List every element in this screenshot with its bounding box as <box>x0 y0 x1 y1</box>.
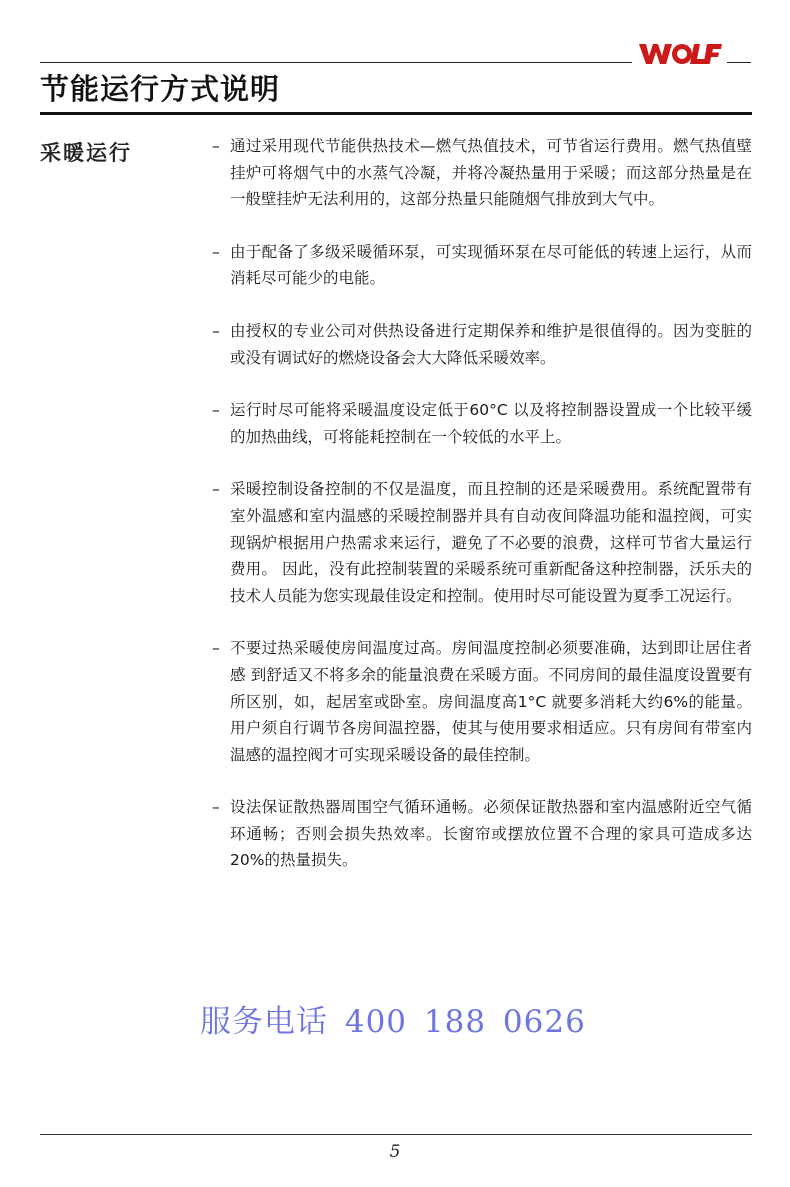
header-rule-left <box>40 62 632 63</box>
paragraph <box>212 794 752 874</box>
paragraph-text: 不要过热采暖使房间温度过高。房间温度控制必须要准确，达到即让居住者感 到舒适又不将多余的能量浪费在采暖方面。不同房间的最佳温度设置要有所区别，如，起居室或卧室。房间温度高1°C 就要多消耗大约6%的能量。用户须自行调节各房间温控器，使其与使用要求相适应。只有房间有带室内温感的温控阀才可实现采暖设备的最佳控制。 <box>230 639 752 764</box>
service-hotline: 服务电话 400 188 0626 <box>200 1004 586 1040</box>
paragraph <box>212 476 752 609</box>
header-rule-right <box>727 62 751 63</box>
paragraph <box>212 397 752 450</box>
paragraph <box>212 318 752 371</box>
dash-marker: – <box>212 480 220 499</box>
paragraph-text: 由于配备了多级采暖循环泵，可实现循环泵在尽可能低的转速上运行，从而消耗尽可能少的电能。 <box>230 242 752 288</box>
section-content <box>212 133 752 900</box>
paragraph <box>212 133 752 213</box>
dash-marker: – <box>212 798 220 817</box>
section-title: 采暖运行 <box>40 141 132 165</box>
dash-marker: – <box>212 137 220 155</box>
paragraph-text: 采暖控制设备控制的不仅是温度，而且控制的还是采暖费用。系统配置带有室外温感和室内温感的采暖控制器并具有自动夜间降温功能和温控阀，可实现锅炉根据用户热需求来运行，避免了不必要的浪费，这样可节省大量运行费用。 因此，没有此控制装置的采暖系统可重新配备这种控制器，沃乐夫的技术人员能为您实现最佳设定和控制。使用时尽可能设置为夏季工况运行。 <box>230 480 752 605</box>
dash-marker: – <box>212 401 220 420</box>
dash-marker: – <box>212 639 220 658</box>
page-title: 节能运行方式说明 <box>40 72 281 106</box>
page-number: 5 <box>389 1142 401 1162</box>
dash-marker: – <box>212 321 220 340</box>
paragraph <box>212 239 752 292</box>
paragraph <box>212 635 752 768</box>
footer-rule <box>40 1134 752 1135</box>
paragraph-text: 由授权的专业公司对供热设备进行定期保养和维护是很值得的。因为变脏的或没有调试好的燃烧设备会大大降低采暖效率。 <box>230 321 752 367</box>
paragraph-text: 设法保证散热器周围空气循环通畅。必须保证散热器和室内温感附近空气循环通畅；否则会损失热效率。长窗帘或摆放位置不合理的家具可造成多达 20%的热量损失。 <box>230 798 752 870</box>
paragraph-text: 运行时尽可能将采暖温度设定低于60°C 以及将控制器设置成一个比较平缓的加热曲线，可将能耗控制在一个较低的水平上。 <box>230 401 752 446</box>
wolf-logo <box>637 40 723 66</box>
paragraph-text: 通过采用现代节能供热技术—燃气热值技术，可节省运行费用。燃气热值壁挂炉可将烟气中的水蒸气冷凝，并将冷凝热量用于采暖；而这部分热量是在一般壁挂炉无法利用的，这部分热量只能随烟气排放到大气中。 <box>230 137 752 209</box>
title-underline <box>40 112 752 115</box>
dash-marker: – <box>212 242 220 261</box>
